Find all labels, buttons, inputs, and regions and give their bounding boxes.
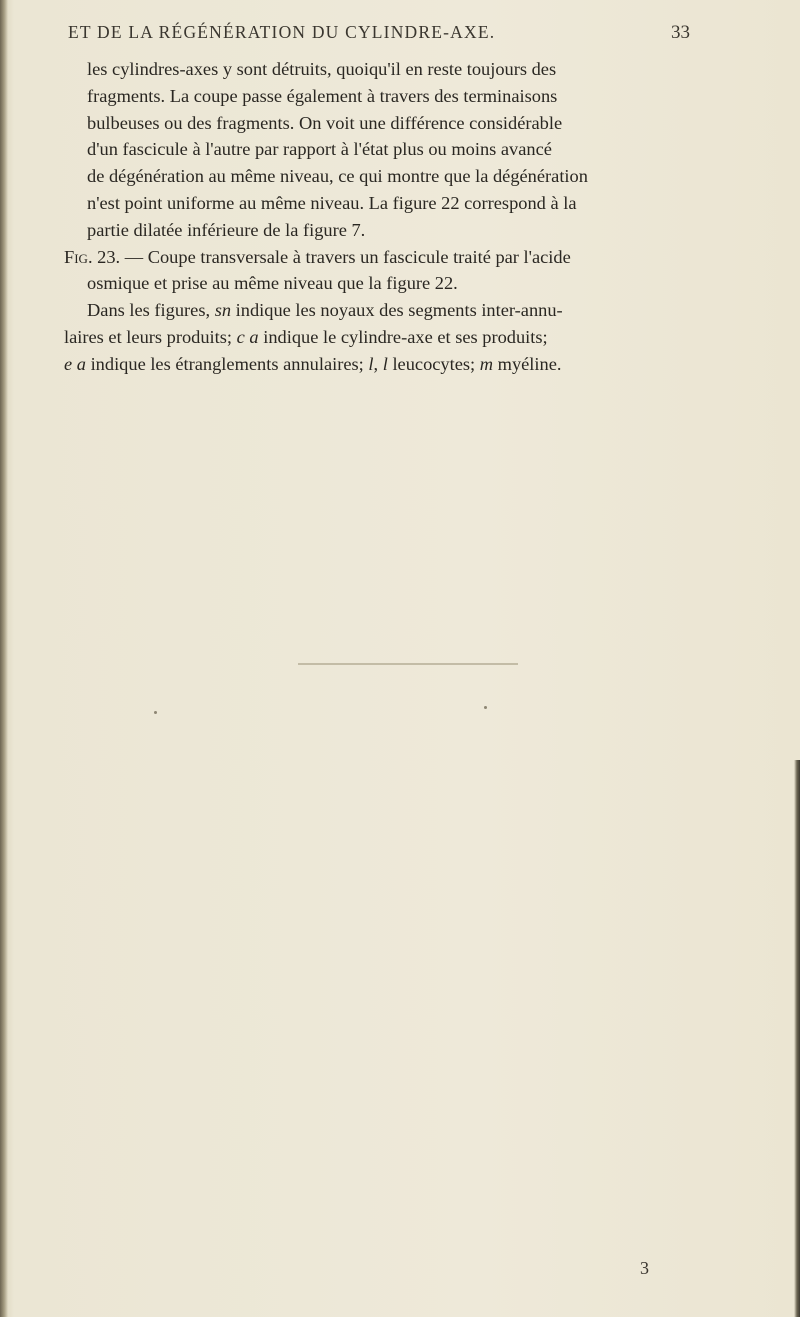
legend-text: laires et leurs produits; [64,326,237,347]
page-edge-shadow [794,760,800,1317]
figure-label: Fig. [64,246,93,267]
page-binding-shadow [0,0,8,1317]
figure-caption-line [64,244,716,271]
page-number: 33 [671,22,690,43]
signature-mark: 3 [640,1258,649,1278]
body-line: fragments. La coupe passe également à travers des terminaisons [87,85,558,106]
legend-abbrev: e a [64,353,86,374]
legend-line [64,297,716,324]
legend-text: , [373,353,383,374]
legend-text: Dans les figures, [87,300,215,321]
figure-caption-text: 23. — Coupe transversale à travers un fascicule traité par l'acide [92,246,571,267]
body-line: de dégénération au même niveau, ce qui montre que la dégénération [87,166,588,187]
body-text [64,56,716,378]
legend-text: indique le cylindre-axe et ses produits; [258,326,548,347]
body-line: d'un fascicule à l'autre par rapport à l'état plus ou moins avancé [87,139,552,160]
legend-text: leucocytes; [387,353,480,374]
legend-text: indique les étranglements annulaires; [85,353,369,374]
legend-line [64,324,716,351]
paper-speck [154,711,157,714]
body-line: partie dilatée inférieure de la figure 7. [87,219,366,240]
legend-abbrev: m [479,353,494,374]
body-line: bulbeuses ou des fragments. On voit une différence considérable [87,112,563,133]
legend-abbrev: l [382,353,388,374]
legend-abbrev: sn [214,300,232,321]
faint-rule [298,663,518,665]
body-line: les cylindres-axes y sont détruits, quoiqu'il en reste toujours des [87,59,557,79]
legend-text: indique les noyaux des segments inter-annu- [231,300,563,321]
legend-line [64,351,716,378]
figure-caption-line: osmique et prise au même niveau que la figure 22. [87,273,458,294]
paper-speck [484,706,487,709]
legend-abbrev: l [368,353,374,374]
running-head [68,22,690,50]
legend-abbrev: c a [236,326,259,347]
legend-text: myéline. [493,353,562,374]
running-title: ET DE LA RÉGÉNÉRATION DU CYLINDRE-AXE. [68,22,496,42]
body-line: n'est point uniforme au même niveau. La figure 22 correspond à la [87,192,577,213]
